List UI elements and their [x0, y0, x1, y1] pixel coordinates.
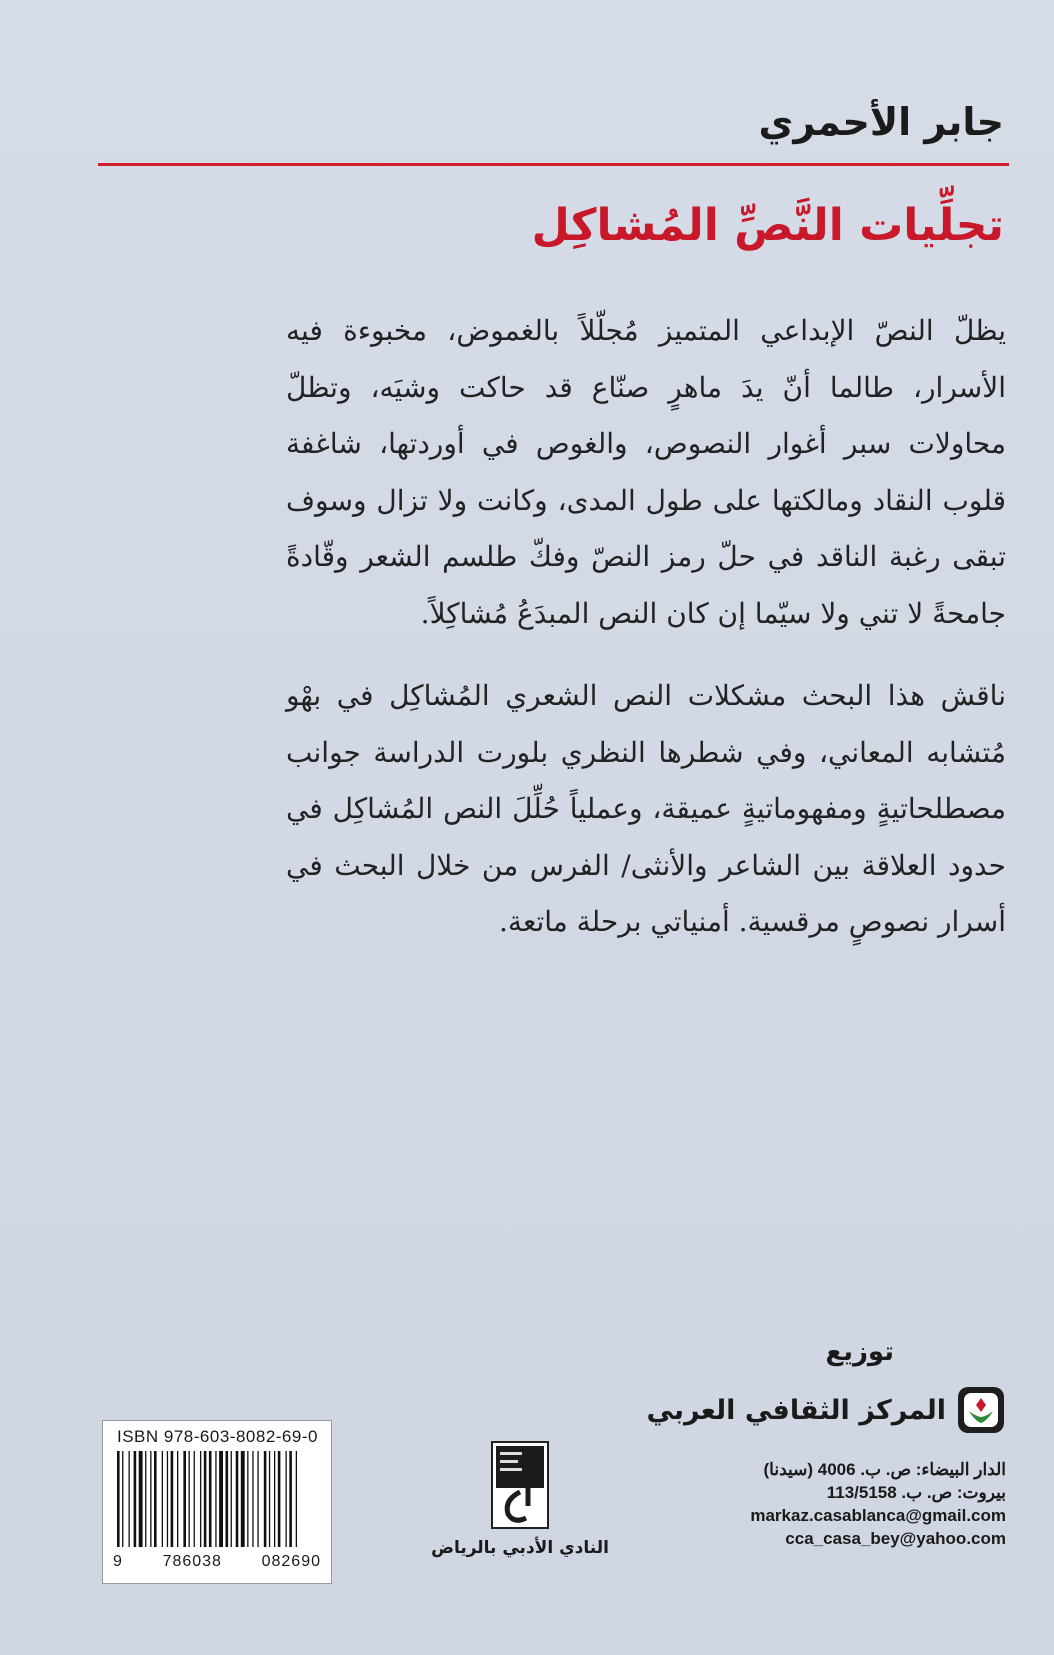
barcode-bars [113, 1451, 321, 1551]
barcode-bar [219, 1451, 223, 1547]
barcode-bar [134, 1451, 137, 1547]
barcode-bar [129, 1451, 130, 1547]
barcode-bar [167, 1451, 168, 1547]
barcode-bar [194, 1451, 195, 1547]
blurb-paragraph-2: ناقش هذا البحث مشكلات النص الشعري المُشاكِل في بهْو مُتشابه المعاني، وفي شطرها النظري بلورت الدراسة جوانب مصطلحاتيةٍ ومفهوماتيةٍ عميقة، وعملياً حُلِّلَ النص المُشاكِل في حدود العلاقة بين الشاعر والأنثى/ الفرس من خلال البحث في أسرار نصوصٍ مرقسية. أمنياتي برحلة ماتعة. [286, 679, 1006, 938]
barcode-bar [278, 1451, 281, 1547]
barcode-bar [296, 1451, 297, 1547]
barcode-bar [150, 1451, 151, 1547]
barcode-bar [264, 1451, 267, 1547]
barcode-bar [247, 1451, 248, 1547]
barcode-bar [257, 1451, 258, 1547]
barcode-bar [209, 1451, 212, 1547]
isbn-text: ISBN 978-603-8082-69-0 [117, 1427, 318, 1446]
publisher-logo-icon [956, 1385, 1006, 1435]
barcode-bar [200, 1451, 201, 1547]
barcode-bar [117, 1451, 120, 1547]
barcode-bar [274, 1451, 275, 1547]
email-beirut: cca_casa_bey@yahoo.com [785, 1529, 1006, 1548]
barcode-bar [204, 1451, 207, 1547]
distribution-label: توزيع [825, 1337, 894, 1367]
barcode-bar [226, 1451, 229, 1547]
barcode-digits-right: 082690 [261, 1553, 321, 1570]
barcode-digit-prefix: 9 [113, 1553, 123, 1570]
casablanca-address: الدار البيضاء: ص. ب. 4006 (سيدنا) [763, 1460, 1006, 1479]
barcode [102, 1420, 332, 1584]
barcode-bar [154, 1451, 157, 1547]
red-divider [98, 163, 1009, 166]
barcode-bar [139, 1451, 143, 1547]
blurb-paragraph-1: يظلّ النصّ الإبداعي المتميز مُجلّلاً بالغموض، مخبوءة فيه الأسرار، طالما أنّ يدَ ماهرٍ صنّاع قد حاكت وشيَه، وتظلّ محاولات سبر أغوار النصوص، والغوص في أوردتها، شاغفة قلوب النقاد ومالكتها على طول المدى، وكانت ولا تزال وسوف تبقى رغبة الناقد في حلّ رمز النصّ وفكّ طلسم الشعر وقّادةً جامحةً لا تني ولا سيّما إن كان النص المبدَعُ مُشاكِلاً. [286, 314, 1006, 630]
author-name: جابر الأحمري [758, 100, 1004, 144]
barcode-bar [183, 1451, 186, 1547]
barcode-bar [122, 1451, 123, 1547]
barcode-bar [189, 1451, 190, 1547]
publisher-name: المركز الثقافي العربي [646, 1394, 946, 1426]
book-title: تجلِّيات النَّصِّ المُشاكِل [531, 200, 1004, 251]
literary-club [405, 1440, 635, 1558]
publisher-contacts [646, 1458, 1006, 1550]
literary-club-name: النادي الأدبي بالرياض [431, 1538, 609, 1558]
blurb [286, 303, 1006, 977]
barcode-bar [269, 1451, 270, 1547]
email-casablanca: markaz.casablanca@gmail.com [750, 1506, 1006, 1525]
barcode-bar [215, 1451, 216, 1547]
publisher [647, 1385, 1006, 1435]
barcode-bar [145, 1451, 146, 1547]
beirut-address: بيروت: ص. ب. 113/5158 [826, 1483, 1006, 1502]
barcode-bar [286, 1451, 287, 1547]
barcode-bar [241, 1451, 245, 1547]
barcode-bar [252, 1451, 253, 1547]
barcode-bar [171, 1451, 174, 1547]
barcode-bar [236, 1451, 239, 1547]
barcode-bar [231, 1451, 232, 1547]
barcode-bar [289, 1451, 292, 1547]
literary-club-logo-icon [490, 1440, 550, 1530]
barcode-digits-left: 786038 [162, 1553, 222, 1570]
barcode-bar [162, 1451, 163, 1547]
barcode-bar [177, 1451, 178, 1547]
barcode-digits [103, 1553, 331, 1571]
